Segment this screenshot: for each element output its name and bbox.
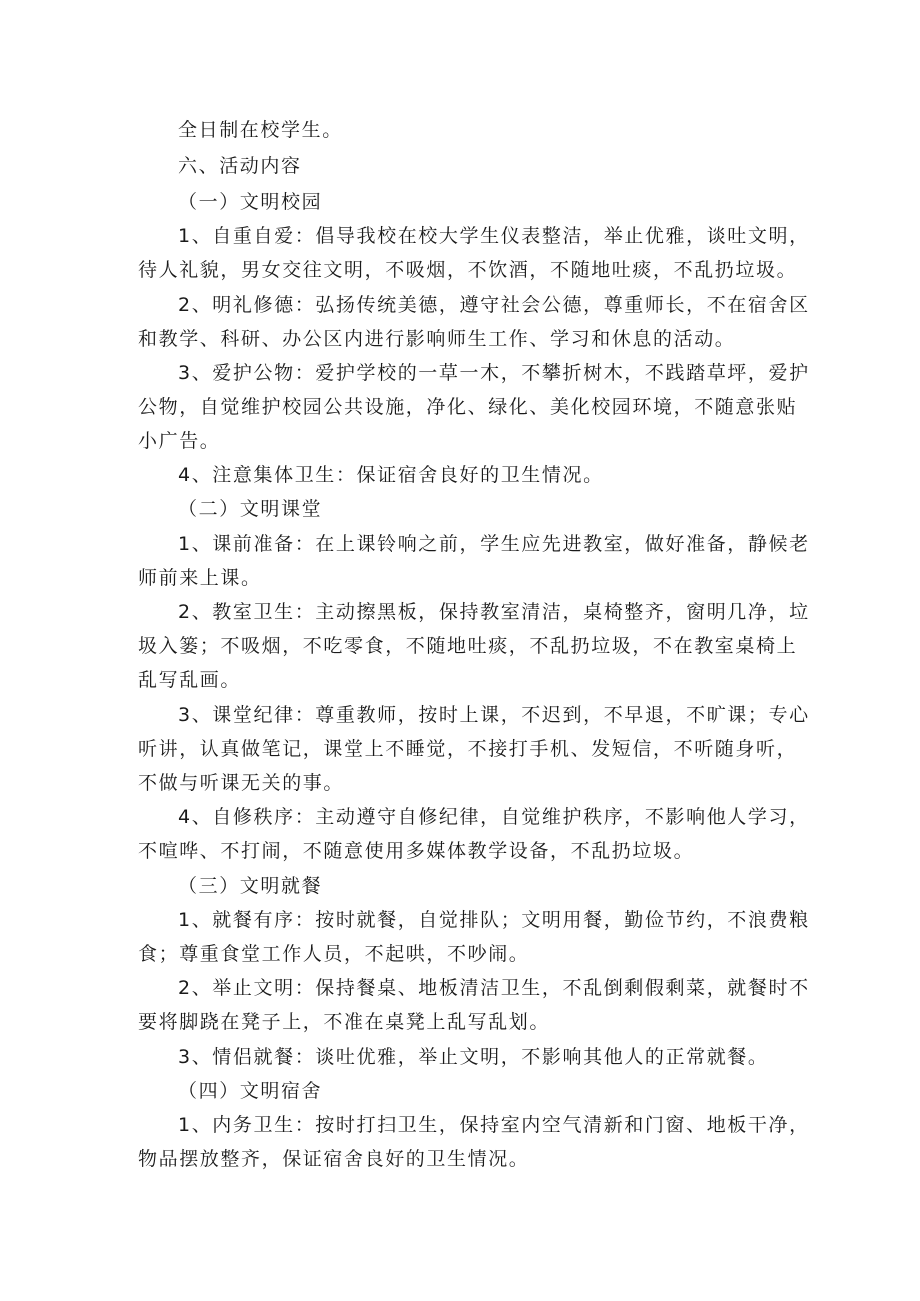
text-line: 食；尊重食堂工作人员，不起哄，不吵闹。 [138,943,530,965]
text-line: 4、注意集体卫生：保证宿舍良好的卫生情况。 [178,464,604,486]
text-line: 物品摆放整齐，保证宿舍良好的卫生情况。 [138,1148,530,1170]
subsection-heading: （一）文明校园 [178,191,323,213]
text-line: 不做与听课无关的事。 [138,772,345,794]
text-line: 2、举止文明：保持餐桌、地板清洁卫生，不乱倒剩假剩菜，就餐时不 [178,977,810,999]
text-line: 2、教室卫生：主动擦黑板，保持教室清洁，桌椅整齐，窗明几净，垃 [178,601,810,623]
section-heading: 六、活动内容 [178,155,302,177]
subsection-heading: （三）文明就餐 [178,875,323,897]
text-line: 乱写乱画。 [138,669,242,691]
text-line: 要将脚跷在凳子上，不准在桌凳上乱写乱划。 [138,1011,551,1033]
text-line: 2、明礼修德：弘扬传统美德，遵守社会公德，尊重师长，不在宿舍区 [178,294,810,316]
text-line: 4、自修秩序：主动遵守自修纪律，自觉维护秩序，不影响他人学习， [178,806,810,828]
text-line: 公物，自觉维护校园公共设施，净化、绿化、美化校园环境，不随意张贴 [138,396,798,418]
text-line: 小广告。 [138,430,221,452]
text-line: 3、爱护公物：爱护学校的一草一木，不攀折树木，不践踏草坪，爱护 [178,362,810,384]
text-line: 师前来上课。 [138,567,262,589]
text-line: 3、课堂纪律：尊重教师，按时上课，不迟到，不早退，不旷课；专心 [178,704,810,726]
text-line: 1、自重自爱：倡导我校在校大学生仪表整洁，举止优雅，谈吐文明， [178,225,810,247]
text-line: 1、内务卫生：按时打扫卫生，保持室内空气清新和门窗、地板干净， [178,1114,810,1136]
text-line: 1、课前准备：在上课铃响之前，学生应先进教室，做好准备，静候老 [178,533,810,555]
subsection-heading: （二）文明课堂 [178,498,323,520]
text-line: 和教学、科研、办公区内进行影响师生工作、学习和休息的活动。 [138,328,736,350]
text-line: 不喧哗、不打闹，不随意使用多媒体教学设备，不乱扔垃圾。 [138,840,695,862]
text-line: 全日制在校学生。 [178,119,343,141]
text-line: 圾入篓；不吸烟，不吃零食，不随地吐痰，不乱扔垃圾，不在教室桌椅上 [138,635,798,657]
subsection-heading: （四）文明宿舍 [178,1080,323,1102]
text-line: 待人礼貌，男女交往文明，不吸烟，不饮酒，不随地吐痰，不乱扔垃圾。 [138,259,798,281]
text-line: 3、情侣就餐：谈吐优雅，举止文明，不影响其他人的正常就餐。 [178,1046,769,1068]
text-line: 听讲，认真做笔记，课堂上不睡觉，不接打手机、发短信，不听随身听， [138,738,798,760]
text-line: 1、就餐有序：按时就餐，自觉排队；文明用餐，勤俭节约，不浪费粮 [178,909,810,931]
